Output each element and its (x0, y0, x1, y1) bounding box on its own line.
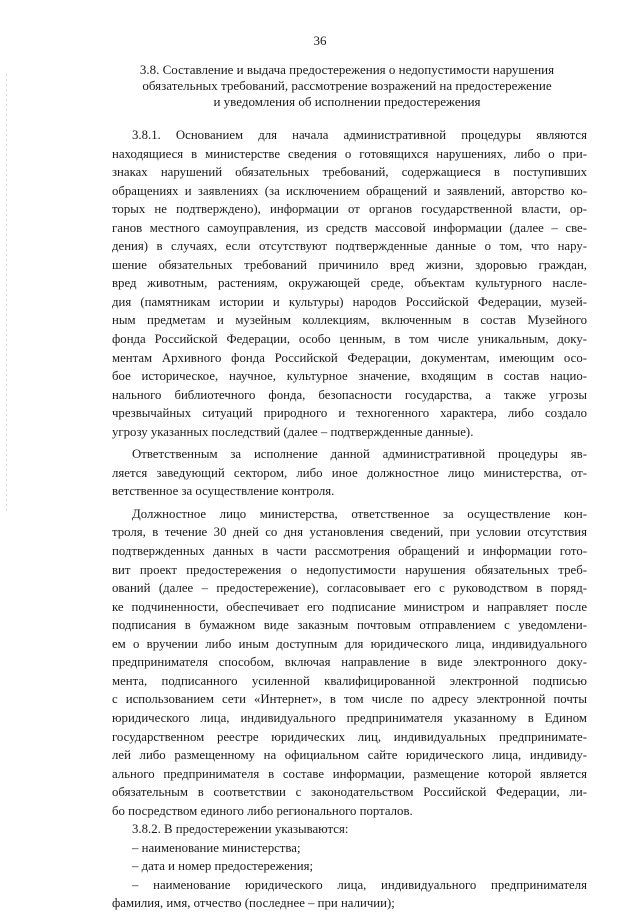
scan-margin-mark (6, 74, 7, 514)
text-line: мента, подписанного усиленной квалифицированной электронной подписью (112, 673, 587, 688)
text-line: подтвержденных данных в части рассмотрения обращений и информации гото- (112, 544, 587, 559)
text-line: Ответственным за исполнение данной административной процедуры яв- (132, 447, 587, 462)
text-line: вред животным, растениям, окружающей среде, объектам культурного насле- (112, 276, 587, 291)
list-item-line: фамилия, имя, отчество (последнее – при наличии); (112, 896, 395, 911)
text-line: бое историческое, научное, культурное значение, входящим в состав нацио- (112, 369, 587, 384)
text-line: 3.8.1. Основанием для начала административной процедуры являются (132, 128, 587, 142)
text-line: нального библиотечного фонда, безопасности государства, а также угрозы (112, 387, 587, 402)
text-line: ляется заведующий сектором, либо иное должностное лицо министерства, от- (112, 465, 587, 480)
page-number: 36 (313, 33, 327, 48)
text-line: чрезвычайных ситуаций природного и техногенного характера, либо создало (112, 406, 587, 421)
text-line: ным предметам и музейным коллекциям, включенным в состав Музейного (112, 313, 587, 328)
list-item: – наименование министерства; (132, 840, 301, 855)
text-line: троля, в течение 30 дней со дня установления сведений, при условии отсутствия (112, 525, 587, 540)
heading-line: обязательных требований, рассмотрение возражений на предостережение (142, 78, 552, 94)
list-item-line: – наименование юридического лица, индивидуального предпринимателя (132, 877, 587, 892)
text-line: дия (памятникам истории и культуры) народов Российской Федерации, музей- (112, 294, 587, 309)
text-line: находящиеся в министерстве сведения о готовящихся нарушениях, либо о при- (112, 146, 587, 161)
text-line: обращениях и заявлениях (за исключением обращений и заявлений, авторство ко- (112, 183, 587, 198)
list-item: – дата и номер предостережения; (132, 859, 314, 874)
text-line: предпринимателя способом, включая направление в виде электронного доку- (112, 655, 587, 670)
text-line: ований (далее – предостережение), согласовывает его с руководством в поряд- (112, 581, 587, 596)
paragraph-responsible (112, 445, 587, 501)
text-line: ального предпринимателя в составе информации, размещение которой является (112, 766, 587, 781)
text-line: вит проект предостережения о недопустимости нарушения обязательных треб- (112, 562, 587, 577)
text-line: государственном реестре юридических лиц, индивидуальных предпринимате- (112, 729, 587, 744)
text-line: шение обязательных требований причинило вред жизни, здоровью граждан, (112, 257, 587, 272)
paragraph-grounds (112, 126, 587, 441)
section-heading (112, 62, 582, 111)
text-line: с использованием сети «Интернет», в том числе по адресу электронной почты (112, 692, 587, 707)
text-line: ганов местного самоуправления, из средств массовой информации (далее – све- (112, 220, 587, 235)
text-line: обязательным в соответствии с законодательством Российской Федерации, ли- (112, 785, 587, 800)
text-line: ветственное за осуществление контроля. (112, 484, 335, 499)
heading-line: 3.8. Составление и выдача предостережения о недопустимости нарушения (139, 62, 555, 77)
text-line: ем о вручении либо иным доступным для юридического лица, индивидуального (112, 636, 587, 651)
text-line: дения) в случаях, если отсутствуют подтвержденные данные о том, что нару- (112, 239, 587, 254)
text-line: Должностное лицо министерства, ответственное за осуществление кон- (132, 506, 587, 521)
text-line: юридического лица, индивидуального предпринимателя указанному в Едином (112, 710, 587, 725)
subsection-heading: 3.8.2. В предостережении указываются: (132, 822, 349, 837)
text-line: подписания в бумажном виде заказным почтовым отправлением с уведомлени- (112, 618, 587, 633)
text-line: ментам Архивного фонда Российской Федерации, документам, имеющим осо- (112, 350, 587, 365)
paragraph-procedure (112, 505, 587, 820)
text-line: торых не подтверждено), информации от органов государственной власти, ор- (112, 202, 587, 217)
text-line: знаках нарушений обязательных требований, содержащиеся в поступивших (112, 165, 587, 180)
text-line: ке подчиненности, обеспечивает его подписание министром и направляет после (112, 599, 587, 614)
heading-line: и уведомления об исполнении предостережения (213, 94, 481, 110)
text-line: лей либо размещенному на официальном сайте юридического лица, индивиду- (112, 748, 587, 763)
text-line: бо посредством единого либо регионального порталов. (112, 803, 413, 818)
text-line: угрозу указанных последствий (далее – подтвержденные данные). (112, 424, 474, 439)
text-line: фонда Российской Федерации, особо ценным, в том числе уникальным, доку- (112, 332, 587, 347)
document-body (112, 126, 587, 913)
